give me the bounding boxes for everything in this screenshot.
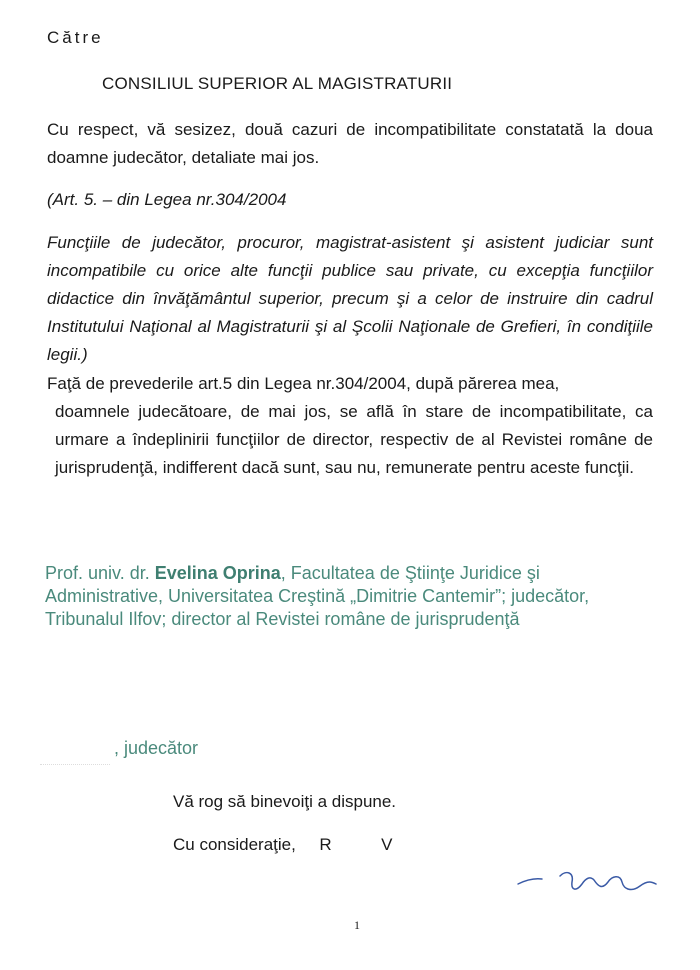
intro-paragraph: Cu respect, vă sesizez, două cazuri de incompatibilitate constatată la doua doamne judecător, detaliate mai jos. — [47, 120, 653, 167]
initial-v: V — [381, 835, 393, 854]
closing-request: Vă rog să binevoiţi a dispune. — [173, 792, 397, 811]
redacted-name — [40, 748, 110, 765]
conclusion-paragraph — [47, 370, 653, 482]
recipient-institution: CONSILIUL SUPERIOR AL MAGISTRATURII — [102, 74, 453, 93]
judge-details: , Facultatea de Ştiinţe Juridice şi Administrative, Universitatea Creştină „Dimitrie Cantemir”; judecător, Tribunalul Ilfov; director al Revistei române de jurisprudenţă — [45, 563, 590, 629]
initial-r: R — [319, 835, 332, 854]
closing-regards — [173, 835, 392, 855]
conclusion-rest: doamnele judecătoare, de mai jos, se află în stare de incompatibilitate, ca urmare a îndeplinirii funcţiilor de director, respectiv de al Revistei române de jurisprudenţă, indifferent dacă sunt, sau nu, remunerate pentru aceste funcţii. — [55, 402, 653, 477]
article-reference: (Art. 5. – din Legea nr.304/2004 — [47, 190, 287, 209]
law-quote: Funcţiile de judecător, procuror, magistrat-asistent şi asistent judiciar sunt incompatibile cu orice alte funcţii publice sau private, cu excepţia funcţiilor didactice din învăţământul superior, precum şi a celor de instruire din cadrul Institutului Naţional al Magistraturii şi al Şcolii Naţionale de Grefieri, în condiţiile legii.) — [47, 233, 653, 364]
addressee-prefix: Către — [47, 28, 104, 47]
page-number: 1 — [354, 918, 360, 932]
judge-title: Prof. univ. dr. — [45, 563, 155, 583]
signature-icon — [516, 862, 666, 902]
judge-reference-block — [45, 562, 645, 631]
second-judge-label: , judecător — [114, 738, 199, 758]
judge-name: Evelina Oprina — [154, 563, 281, 583]
regards-text: Cu consideraţie, — [173, 835, 296, 854]
conclusion-line-1: Faţă de prevederile art.5 din Legea nr.304/2004, după părerea mea, — [47, 374, 560, 393]
